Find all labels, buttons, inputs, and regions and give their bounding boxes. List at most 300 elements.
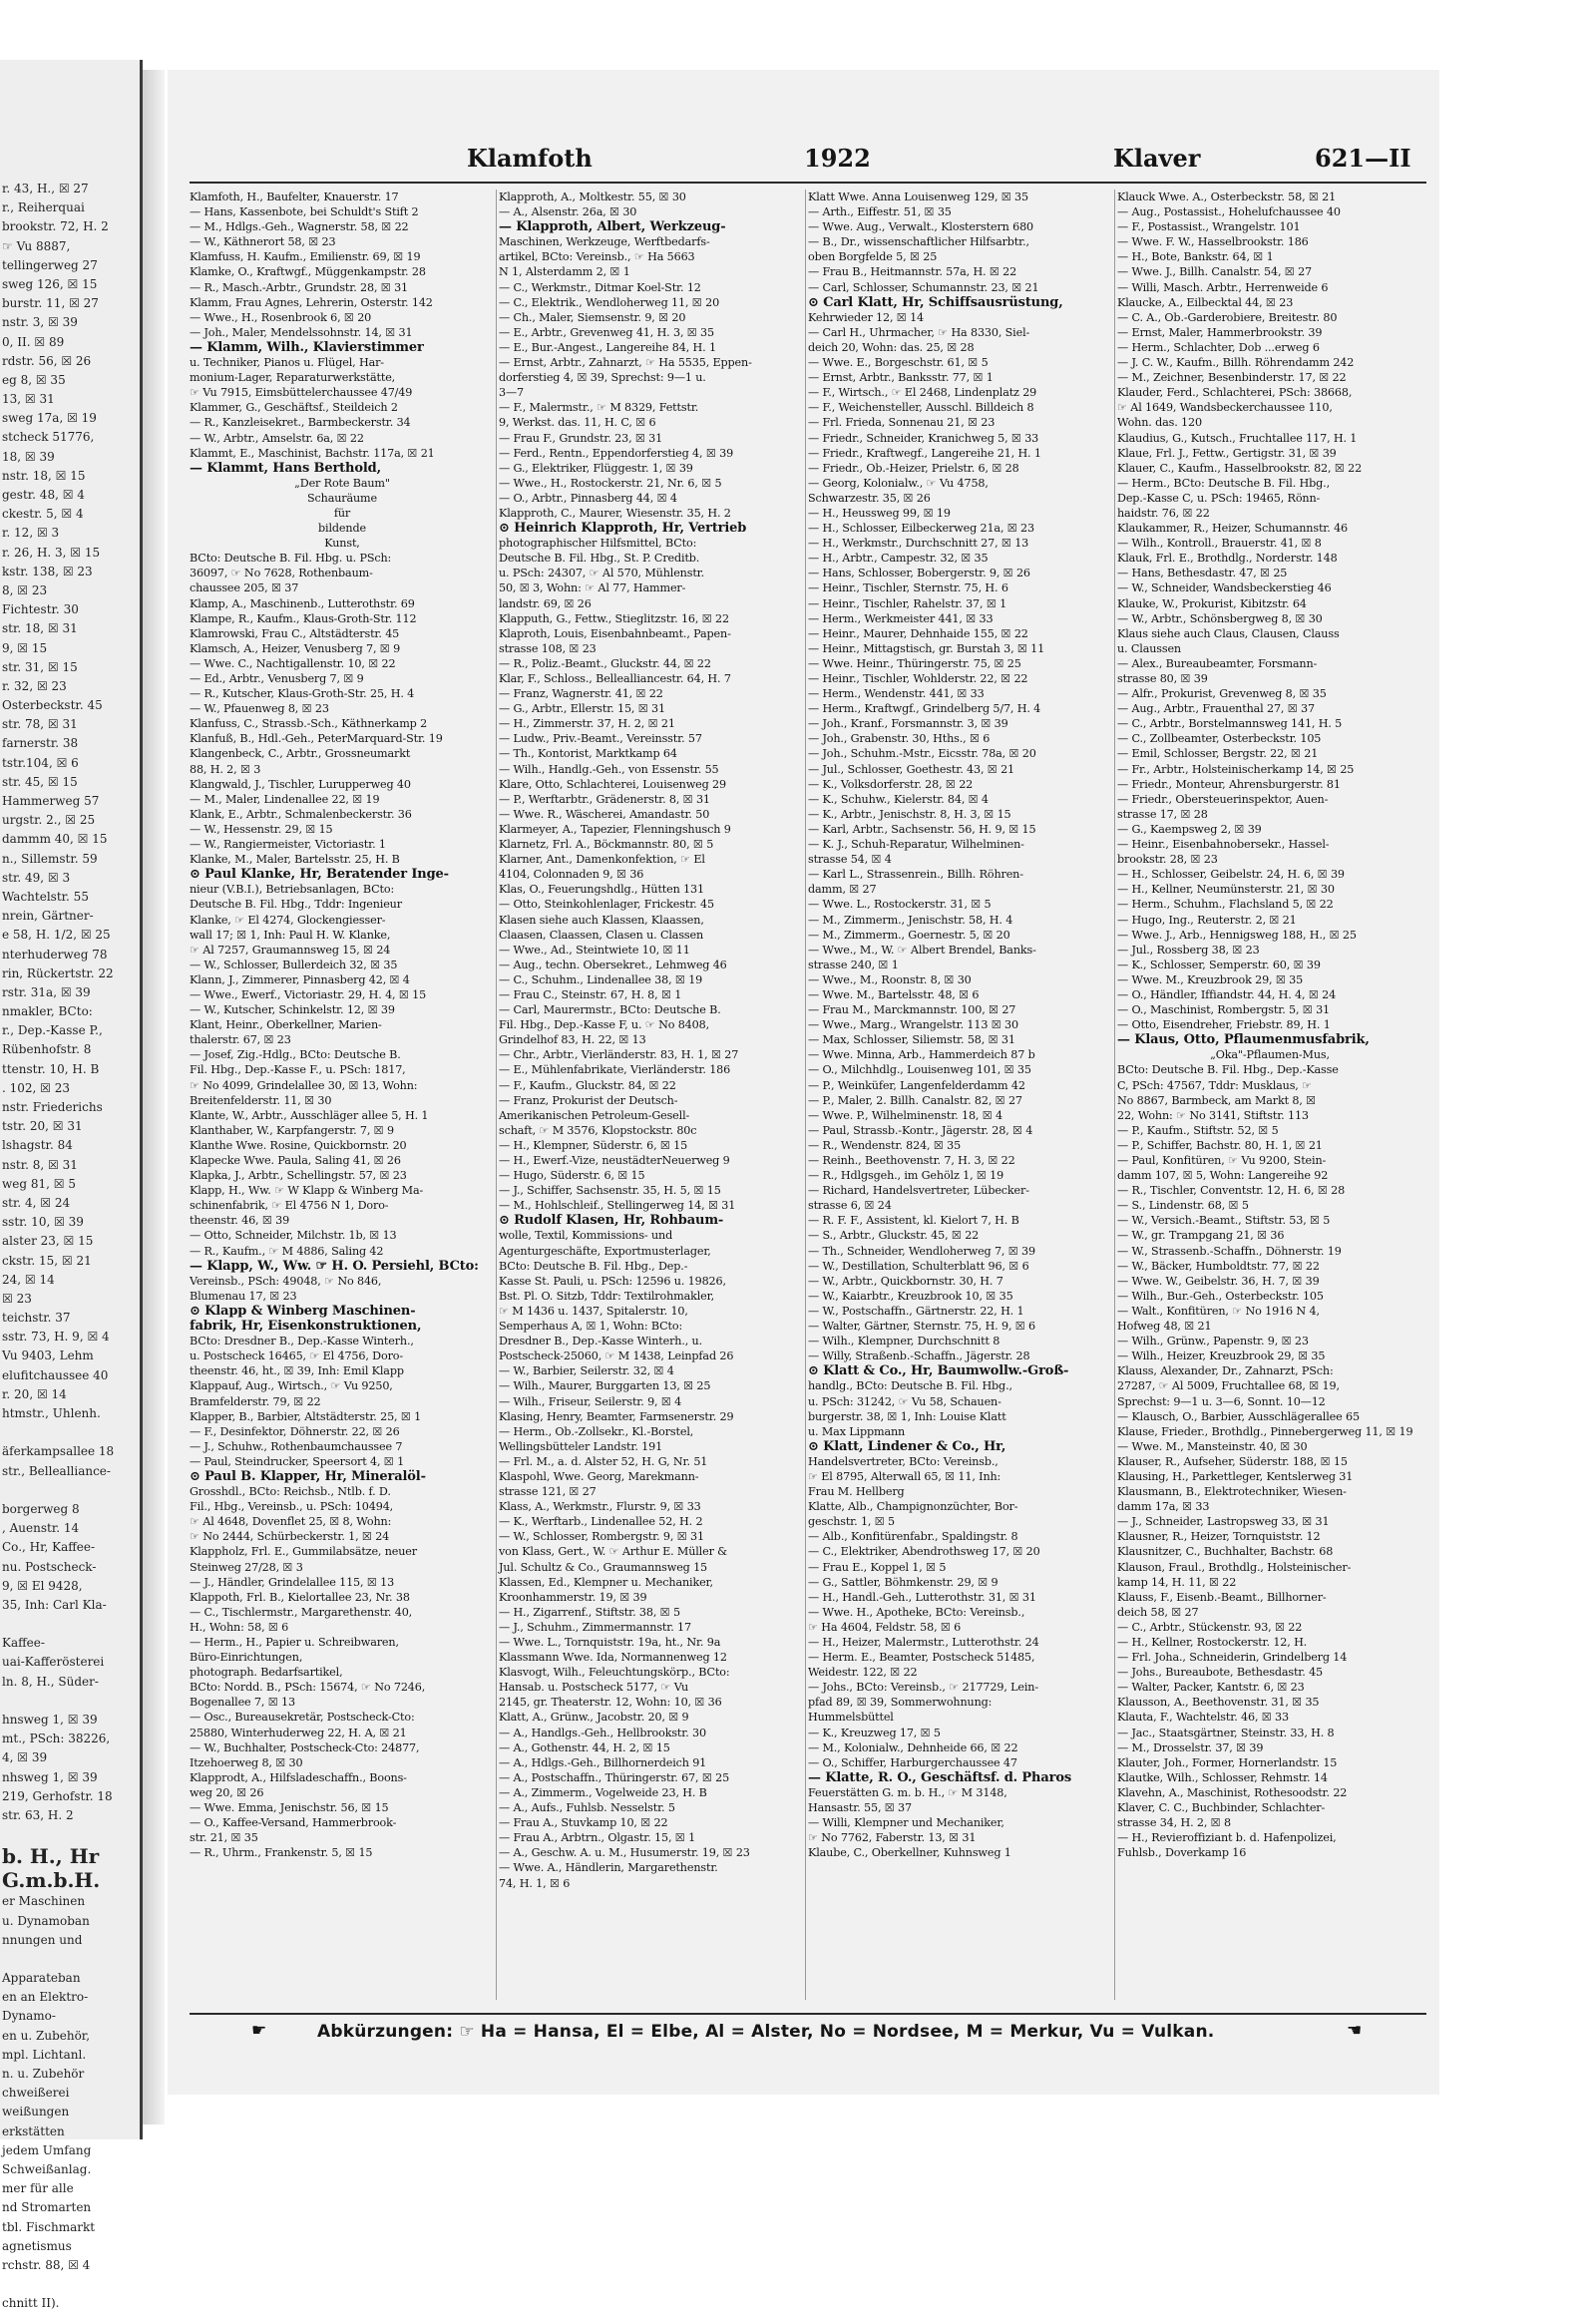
directory-entry: — Friedr., Kraftwegf., Langereihe 21, H. 1 xyxy=(808,446,1041,460)
directory-entry: C, PSch: 47567, Tddr: Musklaus, ☞ xyxy=(1117,1078,1312,1092)
page-number: 621—II xyxy=(1315,144,1411,173)
directory-entry: ⊙ Paul B. Klapper, Hr, Mineralöl- xyxy=(190,1468,426,1484)
directory-entry: Klarmeyer, A., Tapezier, Flenningshusch 9 xyxy=(499,822,731,836)
adjacent-page-line: ttenstr. 10, H. B xyxy=(2,1061,100,1076)
directory-entry: Breitenfelderstr. 11, ☒ 30 xyxy=(190,1093,332,1107)
directory-entry: damm 17a, ☒ 33 xyxy=(1117,1500,1210,1514)
adjacent-page-line: brookstr. 72, H. 2 xyxy=(2,219,109,234)
directory-entry: — Frau A., Stuvkamp 10, ☒ 22 xyxy=(499,1816,668,1830)
directory-entry: ☞ No 2444, Schürbeckerstr. 1, ☒ 24 xyxy=(190,1530,390,1544)
directory-entry: Klann, J., Zimmerer, Pinnasberg 42, ☒ 4 xyxy=(190,972,410,986)
directory-entry: — Max, Schlosser, Siliemstr. 58, ☒ 31 xyxy=(808,1033,1015,1047)
directory-column-4 xyxy=(1117,190,1422,2000)
directory-entry: Handelsvertreter, BCto: Vereinsb., xyxy=(808,1454,998,1468)
directory-entry: — Hugo, Ing., Reuterstr. 2, ☒ 21 xyxy=(1117,913,1297,927)
directory-entry: — H., Bote, Bankstr. 64, ☒ 1 xyxy=(1117,250,1274,264)
directory-entry: — Wwe. E., Borgeschstr. 61, ☒ 5 xyxy=(808,356,989,370)
directory-entry: — R., Kutscher, Klaus-Groth-Str. 25, H. 4 xyxy=(190,687,415,701)
directory-entry: — Wwe. Minna, Arb., Hammerdeich 87 b xyxy=(808,1048,1035,1062)
directory-entry: strasse 108, ☒ 23 xyxy=(499,641,597,655)
directory-entry: — R., Tischler, Conventstr. 12, H. 6, ☒ 28 xyxy=(1117,1184,1346,1198)
directory-entry: — G., Arbtr., Ellerstr. 15, ☒ 31 xyxy=(499,702,665,716)
directory-entry: — H., Kellner, Neumünsterstr. 21, ☒ 30 xyxy=(1117,883,1335,897)
adjacent-page-line: burstr. 11, ☒ 27 xyxy=(2,296,99,311)
directory-entry: strasse 240, ☒ 1 xyxy=(808,958,899,971)
directory-entry: — C., Werkmstr., Ditmar Koel-Str. 12 xyxy=(499,280,701,294)
directory-entry: — Paul, Steindrucker, Speersort 4, ☒ 1 xyxy=(190,1454,405,1468)
directory-entry: Klaproth, Louis, Eisenbahnbeamt., Papen- xyxy=(499,626,731,640)
directory-entry: — M., Hohlschleif., Stellingerweg 14, ☒ 31 xyxy=(499,1199,736,1213)
directory-entry: — J., Händler, Grindelallee 115, ☒ 13 xyxy=(190,1575,395,1589)
directory-entry: — S., Arbtr., Gluckstr. 45, ☒ 22 xyxy=(808,1229,980,1243)
directory-entry: — Frau E., Koppel 1, ☒ 5 xyxy=(808,1560,947,1574)
directory-entry: — Wwe., M., Roonstr. 8, ☒ 30 xyxy=(808,972,972,986)
directory-entry: — Ferd., Rentn., Eppendorferstieg 4, ☒ 39 xyxy=(499,446,734,460)
directory-entry: strasse 6, ☒ 24 xyxy=(808,1199,892,1213)
directory-entry: bildende xyxy=(318,522,366,536)
adjacent-page-line: äferkampsallee 18 xyxy=(2,1444,115,1459)
adjacent-page-line: rchstr. 88, ☒ 4 xyxy=(2,2257,91,2272)
directory-entry: „Oka"-Pflaumen-Mus, xyxy=(1210,1048,1330,1062)
directory-entry: „Der Rote Baum" xyxy=(294,476,390,490)
directory-column-1 xyxy=(190,190,495,2000)
directory-entry: Deutsche B. Fil. Hbg., St. P. Creditb. xyxy=(499,552,700,566)
directory-entry: Klauss, F., Eisenb.-Beamt., Billhorner- xyxy=(1117,1590,1327,1604)
directory-entry: Klasvogt, Wilh., Feleuchtungskörp., BCto: xyxy=(499,1666,730,1680)
directory-entry: ⊙ Heinrich Klapproth, Hr, Vertrieb xyxy=(499,521,747,537)
directory-entry: u. Techniker, Pianos u. Flügel, Har- xyxy=(190,356,384,370)
adjacent-page-line: hnsweg 1, ☒ 39 xyxy=(2,1713,98,1727)
directory-entry: Klammer, G., Geschäftsf., Steildeich 2 xyxy=(190,401,398,415)
directory-entry: Klappoth, Frl. B., Kielortallee 23, Nr. 38 xyxy=(190,1590,410,1604)
directory-entry: — P., Schiffer, Bachstr. 80, H. 1, ☒ 21 xyxy=(1117,1138,1323,1152)
adjacent-page-line: 219, Gerhofstr. 18 xyxy=(2,1788,113,1803)
adjacent-page-line: Schweißanlag. xyxy=(2,2161,92,2176)
directory-entry: — H., Zigarrenf., Stiftstr. 38, ☒ 5 xyxy=(499,1605,680,1619)
directory-entry: ☞ Al 4648, Dovenflet 25, ☒ 8, Wohn: xyxy=(190,1515,392,1529)
adjacent-page-line: . 102, ☒ 23 xyxy=(2,1080,71,1095)
adjacent-page-line: mer für alle xyxy=(2,2181,74,2196)
adjacent-page-line: b. H., Hr xyxy=(2,1844,100,1869)
adjacent-page-line: ☒ 23 xyxy=(2,1291,32,1306)
directory-entry: strasse 17, ☒ 28 xyxy=(1117,807,1208,821)
directory-entry: — O., Kaffee-Versand, Hammerbrook- xyxy=(190,1816,397,1830)
directory-entry: Klaudius, G., Kutsch., Fruchtallee 117, H. 1 xyxy=(1117,431,1358,445)
directory-page xyxy=(168,70,1439,2095)
directory-entry: 88, H. 2, ☒ 3 xyxy=(190,762,261,776)
directory-column-3 xyxy=(808,190,1113,2000)
directory-entry: — B., Dr., wissenschaftlicher Hilfsarbtr., xyxy=(808,235,1029,249)
directory-entry: — Georg, Kolonialw., ☞ Vu 4758, xyxy=(808,476,989,490)
directory-entry: — W., Schneider, Wandsbeckerstieg 46 xyxy=(1117,581,1332,595)
directory-entry: photographischer Hilfsmittel, BCto: xyxy=(499,537,697,551)
directory-entry: — Wwe. M., Mansteinstr. 40, ☒ 30 xyxy=(1117,1439,1308,1453)
directory-entry: Klapka, J., Arbtr., Schellingstr. 57, ☒ 23 xyxy=(190,1169,407,1183)
directory-entry: — J. C. W., Kaufm., Billh. Röhrendamm 242 xyxy=(1117,356,1355,370)
directory-entry: — Heinr., Tischler, Wohlderstr. 22, ☒ 22 xyxy=(808,672,1028,685)
directory-entry: ⊙ Klatt, Lindener & Co., Hr, xyxy=(808,1438,1006,1454)
directory-entry: 74, H. 1, ☒ 6 xyxy=(499,1876,571,1890)
directory-entry: — H., Schlosser, Geibelstr. 24, H. 6, ☒ 39 xyxy=(1117,868,1345,882)
directory-entry: Klasing, Henry, Beamter, Farmsenerstr. 29 xyxy=(499,1409,734,1423)
directory-entry: — A., Aufs., Fuhlsb. Nesselstr. 5 xyxy=(499,1801,675,1815)
directory-entry: Klauder, Ferd., Schlachterei, PSch: 38668, xyxy=(1117,386,1353,400)
directory-entry: ☞ Al 7257, Graumannsweg 15, ☒ 24 xyxy=(190,943,391,957)
directory-entry: — Th., Schneider, Wendloherweg 7, ☒ 39 xyxy=(808,1244,1035,1258)
adjacent-page-line: er Maschinen xyxy=(2,1894,86,1909)
directory-entry: Kunst, xyxy=(324,537,360,551)
directory-entry: — Joh., Schuhm.-Mstr., Eicsstr. 78a, ☒ 20 xyxy=(808,747,1036,761)
directory-entry: Klauke, W., Prokurist, Kibitzstr. 64 xyxy=(1117,596,1307,610)
directory-entry: — Hans, Bethesdastr. 47, ☒ 25 xyxy=(1117,567,1288,580)
directory-entry: schinenfabrik, ☞ El 4756 N 1, Doro- xyxy=(190,1199,389,1213)
adjacent-page-line: rstr. 31a, ☒ 39 xyxy=(2,984,91,999)
directory-entry: ⊙ Paul Klanke, Hr, Beratender Inge- xyxy=(190,867,449,883)
adjacent-page-line: Rübenhofstr. 8 xyxy=(2,1042,92,1057)
adjacent-page-line xyxy=(2,1423,138,1442)
directory-entry: H., Wohn: 58, ☒ 6 xyxy=(190,1620,289,1634)
directory-entry: landstr. 69, ☒ 26 xyxy=(499,596,592,610)
directory-entry: — E., Arbtr., Grevenweg 41, H. 3, ☒ 35 xyxy=(499,325,714,339)
adjacent-page-line: Hammerweg 57 xyxy=(2,794,100,808)
directory-entry: u. Postscheck 16465, ☞ El 4756, Doro- xyxy=(190,1349,403,1363)
adjacent-page-line: tellingerweg 27 xyxy=(2,257,98,272)
directory-entry: — Otto, Eisendreher, Friebstr. 89, H. 1 xyxy=(1117,1018,1331,1032)
adjacent-page-line: u. Dynamoban xyxy=(2,1913,90,1928)
adjacent-page-line: r., Reiherquai xyxy=(2,200,85,215)
directory-entry: Klass, A., Werkmstr., Flurstr. 9, ☒ 33 xyxy=(499,1500,701,1514)
directory-entry: — Wwe. H., Apotheke, BCto: Vereinsb., xyxy=(808,1605,1025,1619)
directory-entry: haidstr. 76, ☒ 22 xyxy=(1117,506,1210,520)
header-rule xyxy=(190,182,1426,184)
directory-entry: Klanthe Wwe. Rosine, Quickbornstr. 20 xyxy=(190,1138,407,1152)
directory-entry: — Aug., techn. Obersekret., Lehmweg 46 xyxy=(499,958,727,971)
directory-entry: — Ed., Arbtr., Venusberg 7, ☒ 9 xyxy=(190,672,364,685)
directory-entry: — F., Postassist., Wrangelstr. 101 xyxy=(1117,220,1301,234)
directory-entry: Fil. Hbg., Dep.-Kasse F, u. ☞ No 8408, xyxy=(499,1018,709,1032)
directory-entry: — Klaus, Otto, Pflaumenmusfabrik, xyxy=(1117,1032,1370,1048)
directory-entry: Klauss, Alexander, Dr., Zahnarzt, PSch: xyxy=(1117,1364,1334,1378)
directory-entry: — F., Malermstr., ☞ M 8329, Fettstr. xyxy=(499,401,699,415)
directory-entry: — Wilh., Grünw., Papenstr. 9, ☒ 23 xyxy=(1117,1335,1309,1349)
directory-entry: — Th., Kontorist, Marktkamp 64 xyxy=(499,747,677,761)
directory-entry: Klapproth, C., Maurer, Wiesenstr. 35, H. 2 xyxy=(499,506,731,520)
directory-entry: Klanthaber, W., Karpfangerstr. 7, ☒ 9 xyxy=(190,1123,394,1137)
directory-entry: Kasse St. Pauli, u. PSch: 12596 u. 19826, xyxy=(499,1274,726,1288)
adjacent-page-line: ln. 8, H., Süder- xyxy=(2,1674,99,1689)
directory-entry: brookstr. 28, ☒ 23 xyxy=(1117,853,1218,867)
directory-entry: Klamp, A., Maschinenb., Lutterothstr. 69 xyxy=(190,596,415,610)
directory-entry: — Wilh., Handlg.-Geh., von Essenstr. 55 xyxy=(499,762,719,776)
directory-entry: Klamfuss, H. Kaufm., Emilienstr. 69, ☒ 19 xyxy=(190,250,421,264)
directory-entry: Klassen, Ed., Klempner u. Mechaniker, xyxy=(499,1575,713,1589)
directory-entry: photograph. Bedarfsartikel, xyxy=(190,1666,343,1680)
directory-columns xyxy=(190,190,1426,2000)
directory-entry: — Heinr., Tischler, Rahelstr. 37, ☒ 1 xyxy=(808,596,1007,610)
directory-entry: Klauta, F., Wachtelstr. 46, ☒ 33 xyxy=(1117,1711,1289,1725)
adjacent-page-line: jedem Umfang xyxy=(2,2142,92,2157)
directory-entry: u. Max Lippmann xyxy=(808,1424,906,1438)
adjacent-page-line: ☞ Vu 8887, xyxy=(2,238,71,253)
directory-entry: Klause, Frieder., Brothdlg., Pinnebergerweg 11, ☒ 19 xyxy=(1117,1424,1413,1438)
adjacent-page-lines xyxy=(0,60,140,2313)
directory-entry: — Carl, Schlosser, Schumannstr. 23, ☒ 21 xyxy=(808,280,1039,294)
adjacent-page-line xyxy=(2,1615,138,1634)
adjacent-page-line: nnungen und xyxy=(2,1932,83,1947)
directory-entry: — Frau F., Grundstr. 23, ☒ 31 xyxy=(499,431,663,445)
directory-entry: theenstr. 46, ht., ☒ 39, Inh: Emil Klapp xyxy=(190,1364,404,1378)
directory-entry: Kroonhammerstr. 19, ☒ 39 xyxy=(499,1590,647,1604)
adjacent-page-line: e 58, H. 1/2, ☒ 25 xyxy=(2,928,111,943)
adjacent-page-line: agnetismus xyxy=(2,2238,72,2253)
directory-entry: — R. F. F., Assistent, kl. Kielort 7, H. B xyxy=(808,1214,1019,1228)
directory-entry: — M., Drosselstr. 37, ☒ 39 xyxy=(1117,1740,1264,1754)
directory-entry: — Franz, Prokurist der Deutsch- xyxy=(499,1093,678,1107)
directory-entry: oben Borgfelde 5, ☒ 25 xyxy=(808,250,938,264)
directory-entry: — Otto, Schneider, Milchstr. 1b, ☒ 13 xyxy=(190,1229,397,1243)
adjacent-page-line: ckestr. 5, ☒ 4 xyxy=(2,507,84,522)
adjacent-page-line: eg 8, ☒ 35 xyxy=(2,372,66,387)
directory-entry: — A., Handlgs.-Geh., Hellbrookstr. 30 xyxy=(499,1726,706,1739)
directory-entry: — Ernst, Maler, Hammerbrookstr. 39 xyxy=(1117,325,1323,339)
adjacent-page-line: str., Bellealliance- xyxy=(2,1463,111,1478)
directory-entry: Klaue, Frl. J., Fettw., Gertigstr. 31, ☒ 39 xyxy=(1117,446,1337,460)
directory-entry: Klatt, A., Grünw., Jacobstr. 20, ☒ 9 xyxy=(499,1711,689,1725)
directory-entry: Klappholz, Frl. E., Gummilabsätze, neuer xyxy=(190,1545,417,1559)
directory-entry: — P., Weinküfer, Langenfelderdamm 42 xyxy=(808,1078,1025,1092)
directory-entry: — G., Kaempsweg 2, ☒ 39 xyxy=(1117,822,1262,836)
adjacent-page-line: 0, II. ☒ 89 xyxy=(2,334,65,349)
directory-entry: — R., Kanzleisekret., Barmbeckerstr. 34 xyxy=(190,416,411,430)
directory-entry: — Ch., Maler, Siemsenstr. 9, ☒ 20 xyxy=(499,310,686,324)
adjacent-page-line: en u. Zubehör, xyxy=(2,2028,91,2043)
directory-entry: Grindelhof 83, H. 22, ☒ 13 xyxy=(499,1033,646,1047)
directory-entry: — Heinr., Tischler, Sternstr. 75, H. 6 xyxy=(808,581,1008,595)
directory-entry: Schwarzestr. 35, ☒ 26 xyxy=(808,491,931,505)
directory-entry: — R., Kaufm., ☞ M 4886, Saling 42 xyxy=(190,1244,384,1258)
directory-entry: Klapproth, A., Moltkestr. 55, ☒ 30 xyxy=(499,191,686,203)
directory-entry: — Klatte, R. O., Geschäftsf. d. Pharos xyxy=(808,1769,1072,1785)
adjacent-page-line: str. 49, ☒ 3 xyxy=(2,870,71,885)
directory-entry: Klante, W., Arbtr., Ausschläger allee 5, H. 1 xyxy=(190,1108,429,1122)
directory-entry: ☞ M 1436 u. 1437, Spitalerstr. 10, xyxy=(499,1304,688,1318)
directory-entry: — Wwe. P., Wilhelminenstr. 18, ☒ 4 xyxy=(808,1108,1002,1122)
directory-column-2 xyxy=(499,190,804,2000)
directory-entry: ☞ No 7762, Faberstr. 13, ☒ 31 xyxy=(808,1831,977,1845)
directory-entry: Klaver, C. C., Buchbinder, Schlachter- xyxy=(1117,1801,1326,1815)
adjacent-page-line: r. 43, H., ☒ 27 xyxy=(2,182,89,195)
adjacent-page-line: str. 18, ☒ 31 xyxy=(2,621,78,636)
directory-entry: — K., Volksdorferstr. 28, ☒ 22 xyxy=(808,777,974,791)
directory-entry: — R., Hdlgsgeh., im Gehölz 1, ☒ 19 xyxy=(808,1169,1004,1183)
adjacent-page-line: mpl. Lichtanl. xyxy=(2,2047,87,2062)
directory-entry: Klapprodt, A., Hilfsladeschaffn., Boons- xyxy=(190,1770,407,1784)
adjacent-page-line: sstr. 73, H. 9, ☒ 4 xyxy=(2,1330,110,1345)
directory-entry: — Heinr., Eisenbahnobersekr., Hassel- xyxy=(1117,838,1330,852)
directory-entry: — A., Zimmerm., Vogelweide 23, H. B xyxy=(499,1785,707,1799)
directory-entry: ☞ No 4099, Grindelallee 30, ☒ 13, Wohn: xyxy=(190,1078,418,1092)
directory-entry: — C., Elektriker, Abendrothsweg 17, ☒ 20 xyxy=(808,1545,1040,1559)
directory-entry: theenstr. 46, ☒ 39 xyxy=(190,1214,290,1228)
directory-entry: — H., Schlosser, Eilbeckerweg 21a, ☒ 23 xyxy=(808,522,1034,536)
directory-entry: — M., Zimmerm., Goernestr. 5, ☒ 20 xyxy=(808,928,1010,942)
directory-entry: — O., Milchhdlg., Louisenweg 101, ☒ 35 xyxy=(808,1063,1031,1077)
directory-entry: — C., Arbtr., Stückenstr. 93, ☒ 22 xyxy=(1117,1620,1303,1634)
directory-entry: — K., Werftarb., Lindenallee 52, H. 2 xyxy=(499,1515,703,1529)
directory-entry: Klapecke Wwe. Paula, Saling 41, ☒ 26 xyxy=(190,1154,401,1167)
directory-entry: — H., Heussweg 99, ☒ 19 xyxy=(808,506,951,520)
directory-entry: — Aug., Arbtr., Frauenthal 27, ☒ 37 xyxy=(1117,702,1315,716)
directory-entry: Feuerstätten G. m. b. H., ☞ M 3148, xyxy=(808,1785,1007,1799)
directory-entry: geschstr. 1, ☒ 5 xyxy=(808,1515,895,1529)
directory-entry: — G., Elektriker, Flüggestr. 1, ☒ 39 xyxy=(499,461,693,475)
directory-entry: — Emil, Schlosser, Bergstr. 22, ☒ 21 xyxy=(1117,747,1319,761)
directory-entry: — R., Poliz.-Beamt., Gluckstr. 44, ☒ 22 xyxy=(499,656,711,670)
directory-entry: — Ernst, Arbtr., Zahnarzt, ☞ Ha 5535, Eppen- xyxy=(499,356,752,370)
adjacent-page-line: r. 12, ☒ 3 xyxy=(2,526,60,541)
directory-entry: — K. J., Schuh-Reparatur, Wilhelminen- xyxy=(808,838,1024,852)
directory-entry: — Jac., Staatsgärtner, Steinstr. 33, H. 8 xyxy=(1117,1726,1335,1739)
adjacent-page-line: Wachtelstr. 55 xyxy=(2,889,89,904)
directory-entry: — Walt., Konfitüren, ☞ No 1916 N 4, xyxy=(1117,1304,1320,1318)
directory-entry: 4104, Colonnaden 9, ☒ 36 xyxy=(499,868,644,882)
adjacent-page-line: nmakler, BCto: xyxy=(2,1004,93,1019)
directory-entry: — W., Postschaffn., Gärtnerstr. 22, H. 1 xyxy=(808,1304,1024,1318)
directory-entry: — Jul., Schlosser, Goethestr. 43, ☒ 21 xyxy=(808,762,1015,776)
adjacent-page-line xyxy=(2,1692,138,1711)
directory-entry: — Wwe. R., Wäscherei, Amandastr. 50 xyxy=(499,807,710,821)
adjacent-page-line: Osterbeckstr. 45 xyxy=(2,698,103,713)
directory-entry: — Walter, Packer, Kantstr. 6, ☒ 23 xyxy=(1117,1681,1305,1695)
directory-entry: — Walter, Gärtner, Sternstr. 75, H. 9, ☒ 6 xyxy=(808,1320,1036,1334)
directory-entry: — Alb., Konfitürenfabr., Spaldingstr. 8 xyxy=(808,1530,1018,1544)
directory-entry: — C., Elektrik., Wendloherweg 11, ☒ 20 xyxy=(499,295,720,309)
directory-entry: — W., Barbier, Seilerstr. 32, ☒ 4 xyxy=(499,1364,674,1378)
directory-entry: Grosshdl., BCto: Reichsb., Ntlb. f. D. xyxy=(190,1485,391,1499)
directory-entry: — Wwe. Heinr., Thüringerstr. 75, ☒ 25 xyxy=(808,656,1021,670)
adjacent-page-line: rdstr. 56, ☒ 26 xyxy=(2,353,92,368)
directory-entry: — Klamm, Wilh., Klavierstimmer xyxy=(190,339,424,355)
directory-entry: Klangenbeck, C., Arbtr., Grossneumarkt xyxy=(190,747,411,761)
adjacent-page-line xyxy=(2,1481,138,1500)
adjacent-page-line xyxy=(2,1950,138,1969)
directory-entry: Fil. Hbg., Dep.-Kasse F., u. PSch: 1817, xyxy=(190,1063,406,1077)
directory-entry: — M., Kolonialw., Dehnheide 66, ☒ 22 xyxy=(808,1740,1018,1754)
directory-entry: — Hans, Schlosser, Bobergerstr. 9, ☒ 26 xyxy=(808,567,1030,580)
directory-entry: Klassmann Wwe. Ida, Normannenweg 12 xyxy=(499,1651,727,1665)
directory-entry: — Wwe. Emma, Jenischstr. 56, ☒ 15 xyxy=(190,1801,389,1815)
directory-entry: — Wilh., Heizer, Kreuzbrook 29, ☒ 35 xyxy=(1117,1349,1326,1363)
directory-entry: — Friedr., Monteur, Ahrensburgerstr. 81 xyxy=(1117,777,1341,791)
directory-entry: strasse 34, H. 2, ☒ 8 xyxy=(1117,1816,1231,1830)
directory-entry: — M., Zeichner, Besenbinderstr. 17, ☒ 22 xyxy=(1117,371,1347,385)
directory-entry: Klapputh, G., Fettw., Stieglitzstr. 16, ☒ 22 xyxy=(499,611,729,625)
directory-entry: — A., Alsenstr. 26a, ☒ 30 xyxy=(499,205,637,219)
directory-entry: — Wwe. L., Tornquiststr. 19a, ht., Nr. 9a xyxy=(499,1636,721,1649)
directory-entry: — Franz, Wagnerstr. 41, ☒ 22 xyxy=(499,687,663,701)
abbreviations-text: Abkürzungen: ☞ Ha = Hansa, El = Elbe, Al = Alster, No = Nordsee, M = Merkur, Vu = Vulkan. xyxy=(317,2022,1215,2042)
directory-entry: — Ernst, Arbtr., Banksstr. 77, ☒ 1 xyxy=(808,371,994,385)
directory-entry: No 8867, Barmbeck, am Markt 8, ☒ xyxy=(1117,1093,1317,1107)
directory-entry: — J., Schneider, Lastropsweg 33, ☒ 31 xyxy=(1117,1515,1330,1529)
directory-entry: thalerstr. 67, ☒ 23 xyxy=(190,1033,291,1047)
directory-entry: strasse 121, ☒ 27 xyxy=(499,1485,597,1499)
directory-entry: — O., Händler, Iffiandstr. 44, H. 4, ☒ 24 xyxy=(1117,987,1337,1001)
directory-entry: — Wilh., Maurer, Burggarten 13, ☒ 25 xyxy=(499,1379,711,1393)
adjacent-page-line: n. u. Zubehör xyxy=(2,2067,85,2081)
adjacent-page-line: sstr. 10, ☒ 39 xyxy=(2,1215,84,1230)
directory-entry: Klausmann, B., Elektrotechniker, Wiesen- xyxy=(1117,1485,1347,1499)
adjacent-page-line: Co., Hr, Kaffee- xyxy=(2,1540,96,1555)
directory-entry: — M., Maler, Lindenallee 22, ☒ 19 xyxy=(190,792,380,806)
directory-entry: — H., Heizer, Malermstr., Lutterothstr. 24 xyxy=(808,1636,1039,1649)
adjacent-page-line: chweißerei xyxy=(2,2086,70,2101)
directory-entry: — Willy, Straßenb.-Schaffn., Jägerstr. 28 xyxy=(808,1349,1030,1363)
adjacent-page-fragment xyxy=(0,60,143,2311)
directory-entry: — Wilh., Bur.-Geh., Osterbeckstr. 105 xyxy=(1117,1289,1324,1303)
directory-entry: — F., Wirtsch., ☞ El 2468, Lindenplatz 29 xyxy=(808,386,1037,400)
directory-entry: Klasen siehe auch Klassen, Klaassen, xyxy=(499,913,704,927)
directory-entry: Bramfelderstr. 79, ☒ 22 xyxy=(190,1394,321,1408)
adjacent-page-line: weißungen xyxy=(2,2105,70,2120)
directory-entry: burgerstr. 38, ☒ 1, Inh: Louise Klatt xyxy=(808,1409,1006,1423)
adjacent-page-line: nstr. 3, ☒ 39 xyxy=(2,315,78,330)
directory-entry: — W., Buchhalter, Postscheck-Cto: 24877, xyxy=(190,1740,420,1754)
directory-entry: — Herm., Kraftwgf., Grindelberg 5/7, H. 4 xyxy=(808,702,1041,716)
directory-entry: BCto: Deutsche B. Fil. Hbg., Dep.-Kasse xyxy=(1117,1063,1339,1077)
directory-entry: pfad 89, ☒ 39, Sommerwohnung: xyxy=(808,1696,993,1710)
directory-entry: — A., Geschw. A. u. M., Husumerstr. 19, ☒ 23 xyxy=(499,1846,750,1860)
directory-entry: — Frau A., Arbtrn., Olgastr. 15, ☒ 1 xyxy=(499,1831,696,1845)
directory-entry: — Herm., Werkmeister 441, ☒ 33 xyxy=(808,611,994,625)
directory-entry: — Klapp, W., Ww. ☞ H. O. Persiehl, BCto: xyxy=(190,1258,479,1274)
directory-entry: Klare, Otto, Schlachterei, Louisenweg 29 xyxy=(499,777,726,791)
header-year: 1922 xyxy=(804,144,871,173)
directory-entry: — M., Zimmerm., Jenischstr. 58, H. 4 xyxy=(808,913,1013,927)
adjacent-page-line: elufitchaussee 40 xyxy=(2,1367,109,1382)
directory-entry: Büro-Einrichtungen, xyxy=(190,1651,303,1665)
directory-entry: Klamke, O., Kraftwgf., Müggenkampstr. 28 xyxy=(190,265,426,279)
directory-entry: — C., Zollbeamter, Osterbeckstr. 105 xyxy=(1117,732,1322,746)
adjacent-page-line: 4, ☒ 39 xyxy=(2,1750,48,1765)
directory-entry: Klamsch, A., Heizer, Venusberg 7, ☒ 9 xyxy=(190,641,401,655)
directory-entry: — O., Schiffer, Harburgerchaussee 47 xyxy=(808,1755,1017,1769)
directory-entry: — Ludw., Priv.-Beamt., Vereinsstr. 57 xyxy=(499,732,702,746)
directory-entry: Klarnetz, Frl. A., Böckmannstr. 80, ☒ 5 xyxy=(499,838,714,852)
directory-entry: — Otto, Steinkohlenlager, Frickestr. 45 xyxy=(499,898,714,912)
adjacent-page-line: htmstr., Uhlenh. xyxy=(2,1406,101,1420)
directory-entry: Schauräume xyxy=(307,491,377,505)
directory-entry: Klangwald, J., Tischler, Lurupperweg 40 xyxy=(190,777,411,791)
directory-entry: — Chr., Arbtr., Vierländerstr. 83, H. 1, ☒ 27 xyxy=(499,1048,739,1062)
adjacent-page-line: gestr. 48, ☒ 4 xyxy=(2,488,85,502)
adjacent-page-line: farnerstr. 38 xyxy=(2,736,79,751)
directory-entry: — P., Maler, 2. Billh. Canalstr. 82, ☒ 27 xyxy=(808,1093,1022,1107)
adjacent-page-line: str. 45, ☒ 15 xyxy=(2,774,78,789)
directory-entry: — H., Klempner, Süderstr. 6, ☒ 15 xyxy=(499,1138,688,1152)
directory-entry: 25880, Winterhuderweg 22, H. A, ☒ 21 xyxy=(190,1726,407,1739)
adjacent-page-line: 9, ☒ 15 xyxy=(2,640,48,655)
directory-entry: — Jul., Rossberg 38, ☒ 23 xyxy=(1117,943,1260,957)
directory-entry: — W., Destillation, Schulterblatt 96, ☒ 6 xyxy=(808,1259,1029,1273)
directory-entry: damm 107, ☒ 5, Wohn: Langereihe 92 xyxy=(1117,1169,1329,1183)
adjacent-page-line xyxy=(2,2275,138,2294)
directory-entry: für xyxy=(333,506,351,520)
directory-entry: — K., Kreuzweg 17, ☒ 5 xyxy=(808,1726,941,1739)
directory-entry: — Herm., Ob.-Zollsekr., Kl.-Borstel, xyxy=(499,1424,694,1438)
directory-entry: kamp 14, H. 11, ☒ 22 xyxy=(1117,1575,1237,1589)
directory-entry: — W., Rangiermeister, Victoriastr. 1 xyxy=(190,838,386,852)
